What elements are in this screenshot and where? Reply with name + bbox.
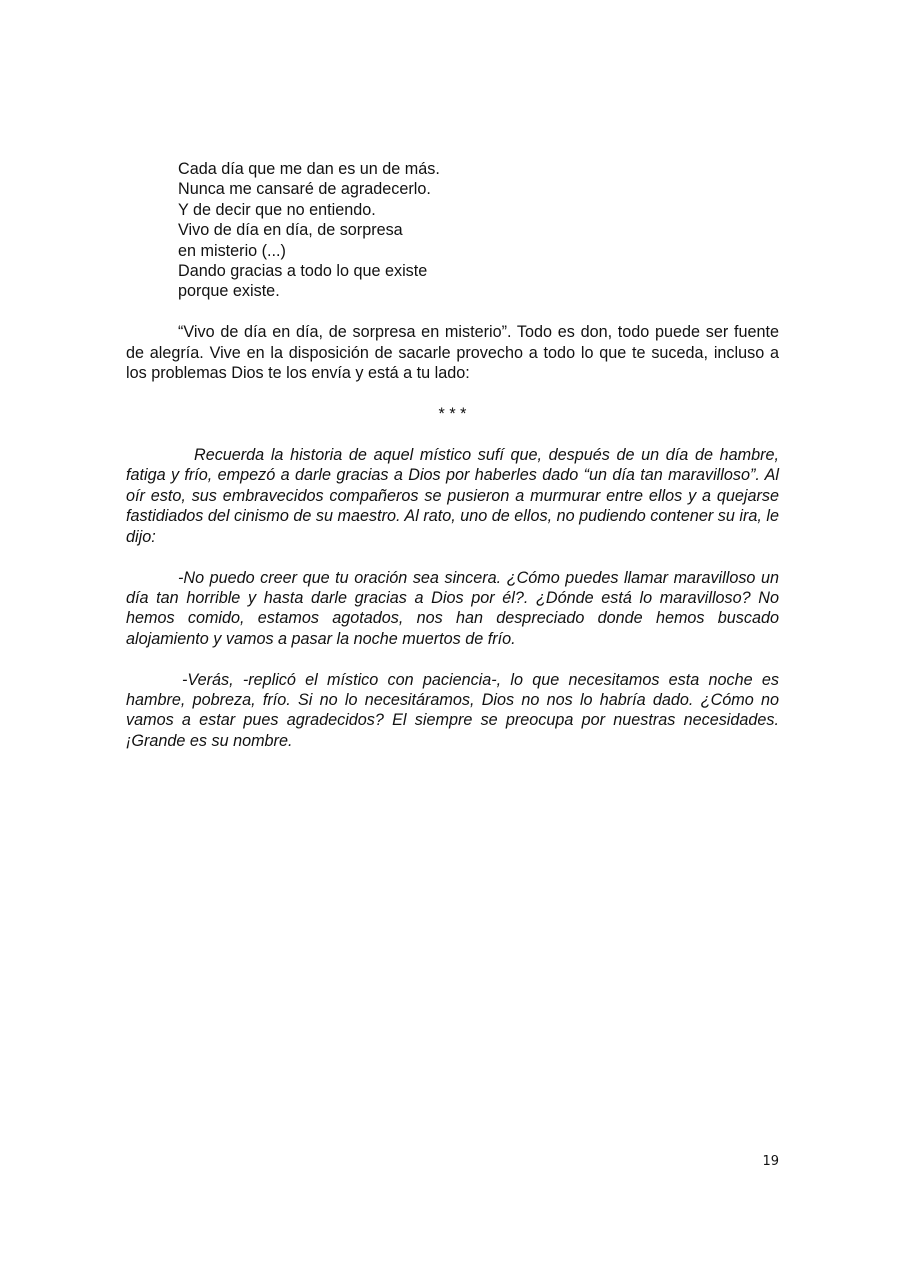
poem-block: [178, 159, 779, 302]
spacer: [126, 547, 779, 568]
spacer: [126, 424, 779, 445]
poem-line: en misterio (...): [178, 241, 286, 260]
poem-line: Vivo de día en día, de sorpresa: [178, 221, 403, 240]
section-separator: * * *: [438, 405, 467, 424]
poem-line: porque existe.: [178, 282, 280, 301]
page-content: [126, 159, 779, 751]
body-paragraph: “Vivo de día en día, de sorpresa en misterio”. Todo es don, todo puede ser fuente de alegría. Vive en la disposición de sacarle provecho a todo lo que te suceda, incluso a los problemas Dios te los envía y está a tu lado:: [126, 323, 779, 383]
story-paragraph: -Verás, -replicó el místico con paciencia-, lo que necesitamos esta noche es hambre, pobreza, frío. Si no lo necesitáramos, Dios no nos lo habría dado. ¿Cómo no vamos a estar pues agradecidos? El siempre se preocupa por nuestras necesidades. ¡Grande es su nombre.: [126, 670, 779, 750]
poem-line: Dando gracias a todo lo que existe: [178, 262, 428, 281]
story-paragraph: Recuerda la historia de aquel místico sufí que, después de un día de hambre, fatiga y frío, empezó a darle gracias a Dios por haberles dado “un día tan maravilloso”. Al oír esto, sus embravecidos compañeros se pusieron a murmurar entre ellos y a quejarse fastidiados del cinismo de su maestro. Al rato, uno de ellos, no pudiendo contener su ira, le dijo:: [126, 445, 779, 546]
poem-line: Cada día que me dan es un de más.: [178, 160, 440, 178]
spacer: [126, 384, 779, 405]
poem-line: Y de decir que no entiendo.: [178, 200, 376, 219]
poem-line: Nunca me cansaré de agradecerlo.: [178, 180, 431, 199]
story-paragraph: -No puedo creer que tu oración sea sincera. ¿Cómo puedes llamar maravilloso un día tan horrible y hasta darle gracias a Dios por él?. ¿Dónde está lo maravilloso? No hemos comido, estamos agotados, nos han despreciado donde hemos buscado alojamiento y vamos a pasar la noche muertos de frío.: [126, 568, 779, 648]
page-number: 19: [762, 1154, 779, 1169]
spacer: [126, 302, 779, 323]
spacer: [126, 649, 779, 670]
